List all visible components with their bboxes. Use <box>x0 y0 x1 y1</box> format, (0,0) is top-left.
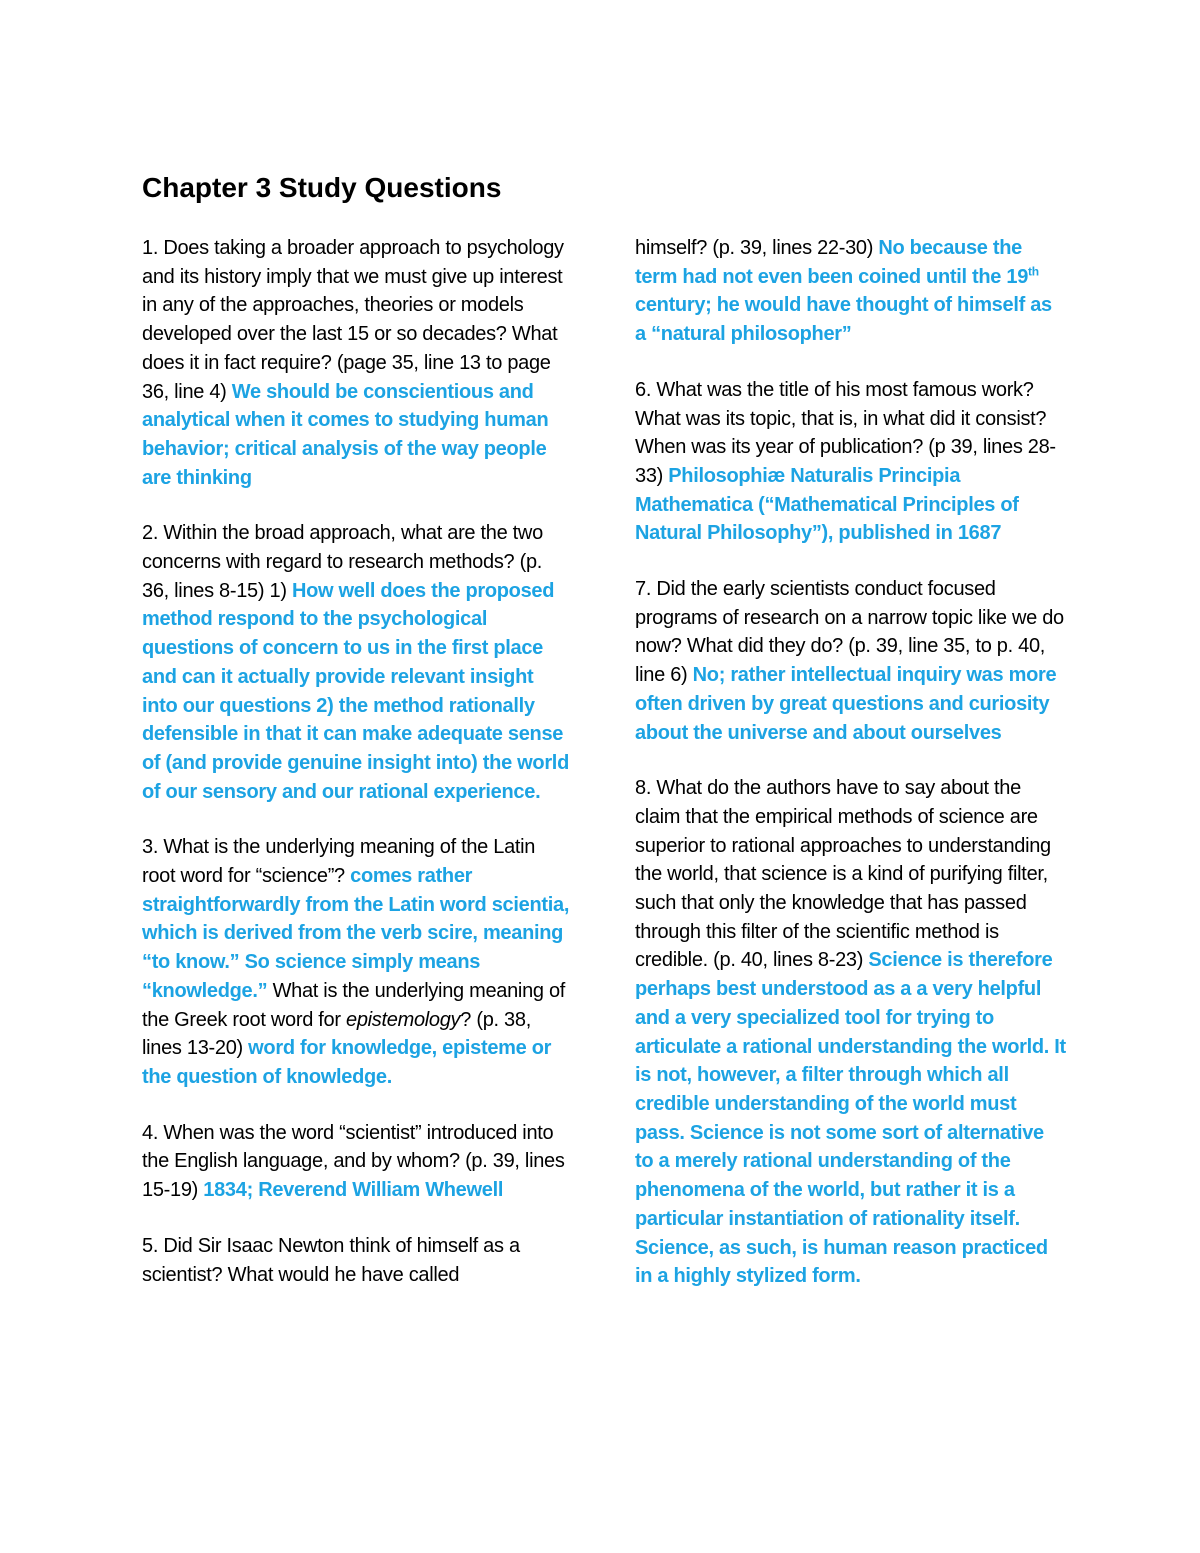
answer-4: 1834; Reverend William Whewell <box>203 1179 504 1202</box>
question-2 <box>142 519 570 806</box>
question-7-text: 7. Did the early scientists conduct focused programs of research on a narrow topic like we do now? What did they do? (p. 39, line 35, to p. 40, line 6) <box>635 578 1064 687</box>
question-6-text: 6. What was the title of his most famous work? What was its topic, that is, in what did it consist? When was its year of publication? (p 39, lines 28-33) <box>635 378 1056 487</box>
question-5-text: 5. Did Sir Isaac Newton think of himself as a scientist? What would he have called <box>142 1234 520 1286</box>
question-8-text: 8. What do the authors have to say about the claim that the empirical methods of science are superior to rational approaches to understanding the world, that science is a kind of purifying filter, such that only the knowledge that has passed through this filter of the scientific method is credible. (p. 40, lines 8-23) <box>635 777 1051 972</box>
page-title: Chapter 3 Study Questions <box>142 172 502 203</box>
answer-7: No; rather intellectual inquiry was more often driven by great questions and curiosity about the universe and about ourselves <box>635 664 1057 744</box>
right-column <box>635 234 1067 1318</box>
question-5 <box>142 1232 570 1289</box>
answer-5-superscript: th <box>1028 264 1039 279</box>
answer-3b: word for knowledge, episteme or the question of knowledge. <box>142 1037 552 1088</box>
answer-5b: century; he would have thought of himself as a “natural philosopher” <box>635 294 1052 346</box>
answer-6: Philosophiæ Naturalis Principia Mathematica (“Mathematical Principles of Natural Philosophy”), published in 1687 <box>635 464 1019 545</box>
question-3-text-c: ? (p. 38, lines 13-20) <box>142 1008 531 1060</box>
answer-8: Science is therefore perhaps best understood as a a very helpful and a very specialized tool for trying to articulate a rational understanding the world. It is not, however, a filter through which all credible understanding of the world must pass. Science is not some sort of alternative to a merely rational understanding of the phenomena of the world, but rather it is a particular instantiation of rationality itself. Science, as such, is human reason practiced in a highly stylized form. <box>635 949 1066 1288</box>
question-3-term: epistemology <box>346 1008 461 1031</box>
answer-1: We should be conscientious and analytical when it comes to studying human behavior; critical analysis of the way people are thinking <box>142 380 549 489</box>
question-6 <box>635 376 1067 548</box>
question-4 <box>142 1119 570 1205</box>
answer-3a: comes rather straightforwardly from the Latin word scientia, which is derived from the verb scire, meaning “to know.” So science simply means “knowledge.” <box>142 865 570 1002</box>
question-5-text-continued: himself? (p. 39, lines 22-30) <box>635 237 879 259</box>
question-3-text-b: What is the underlying meaning of the Greek root word for <box>142 979 566 1031</box>
question-2-text: 2. Within the broad approach, what are the two concerns with regard to research methods? (p. 36, lines 8-15) 1) <box>142 522 543 602</box>
question-1 <box>142 234 570 492</box>
question-3 <box>142 833 570 1091</box>
left-column <box>142 234 570 1289</box>
question-8 <box>635 774 1067 1291</box>
question-3-text-a: 3. What is the underlying meaning of the Latin root word for “science”? <box>142 836 536 888</box>
question-4-text: 4. When was the word “scientist” introduced into the English language, and by whom? (p. 39, lines 15-19) <box>142 1121 565 1202</box>
answer-2: How well does the proposed method respond to the psychological questions of concern to us in the first place and can it actually provide relevant insight into our questions 2) the method rationally defensible in that it can make adequate sense of (and provide genuine insight into) the world of our sensory and our rational experience. <box>142 579 569 803</box>
question-5-continued <box>635 234 1067 349</box>
answer-5a: No because the term had not even been coined until the 19 <box>635 237 1029 288</box>
question-7 <box>635 575 1067 747</box>
question-1-text: 1. Does taking a broader approach to psychology and its history imply that we must give up interest in any of the approaches, theories or models developed over the last 15 or so decades? What does it in fact require? (page 35, line 13 to page 36, line 4) <box>142 237 564 403</box>
